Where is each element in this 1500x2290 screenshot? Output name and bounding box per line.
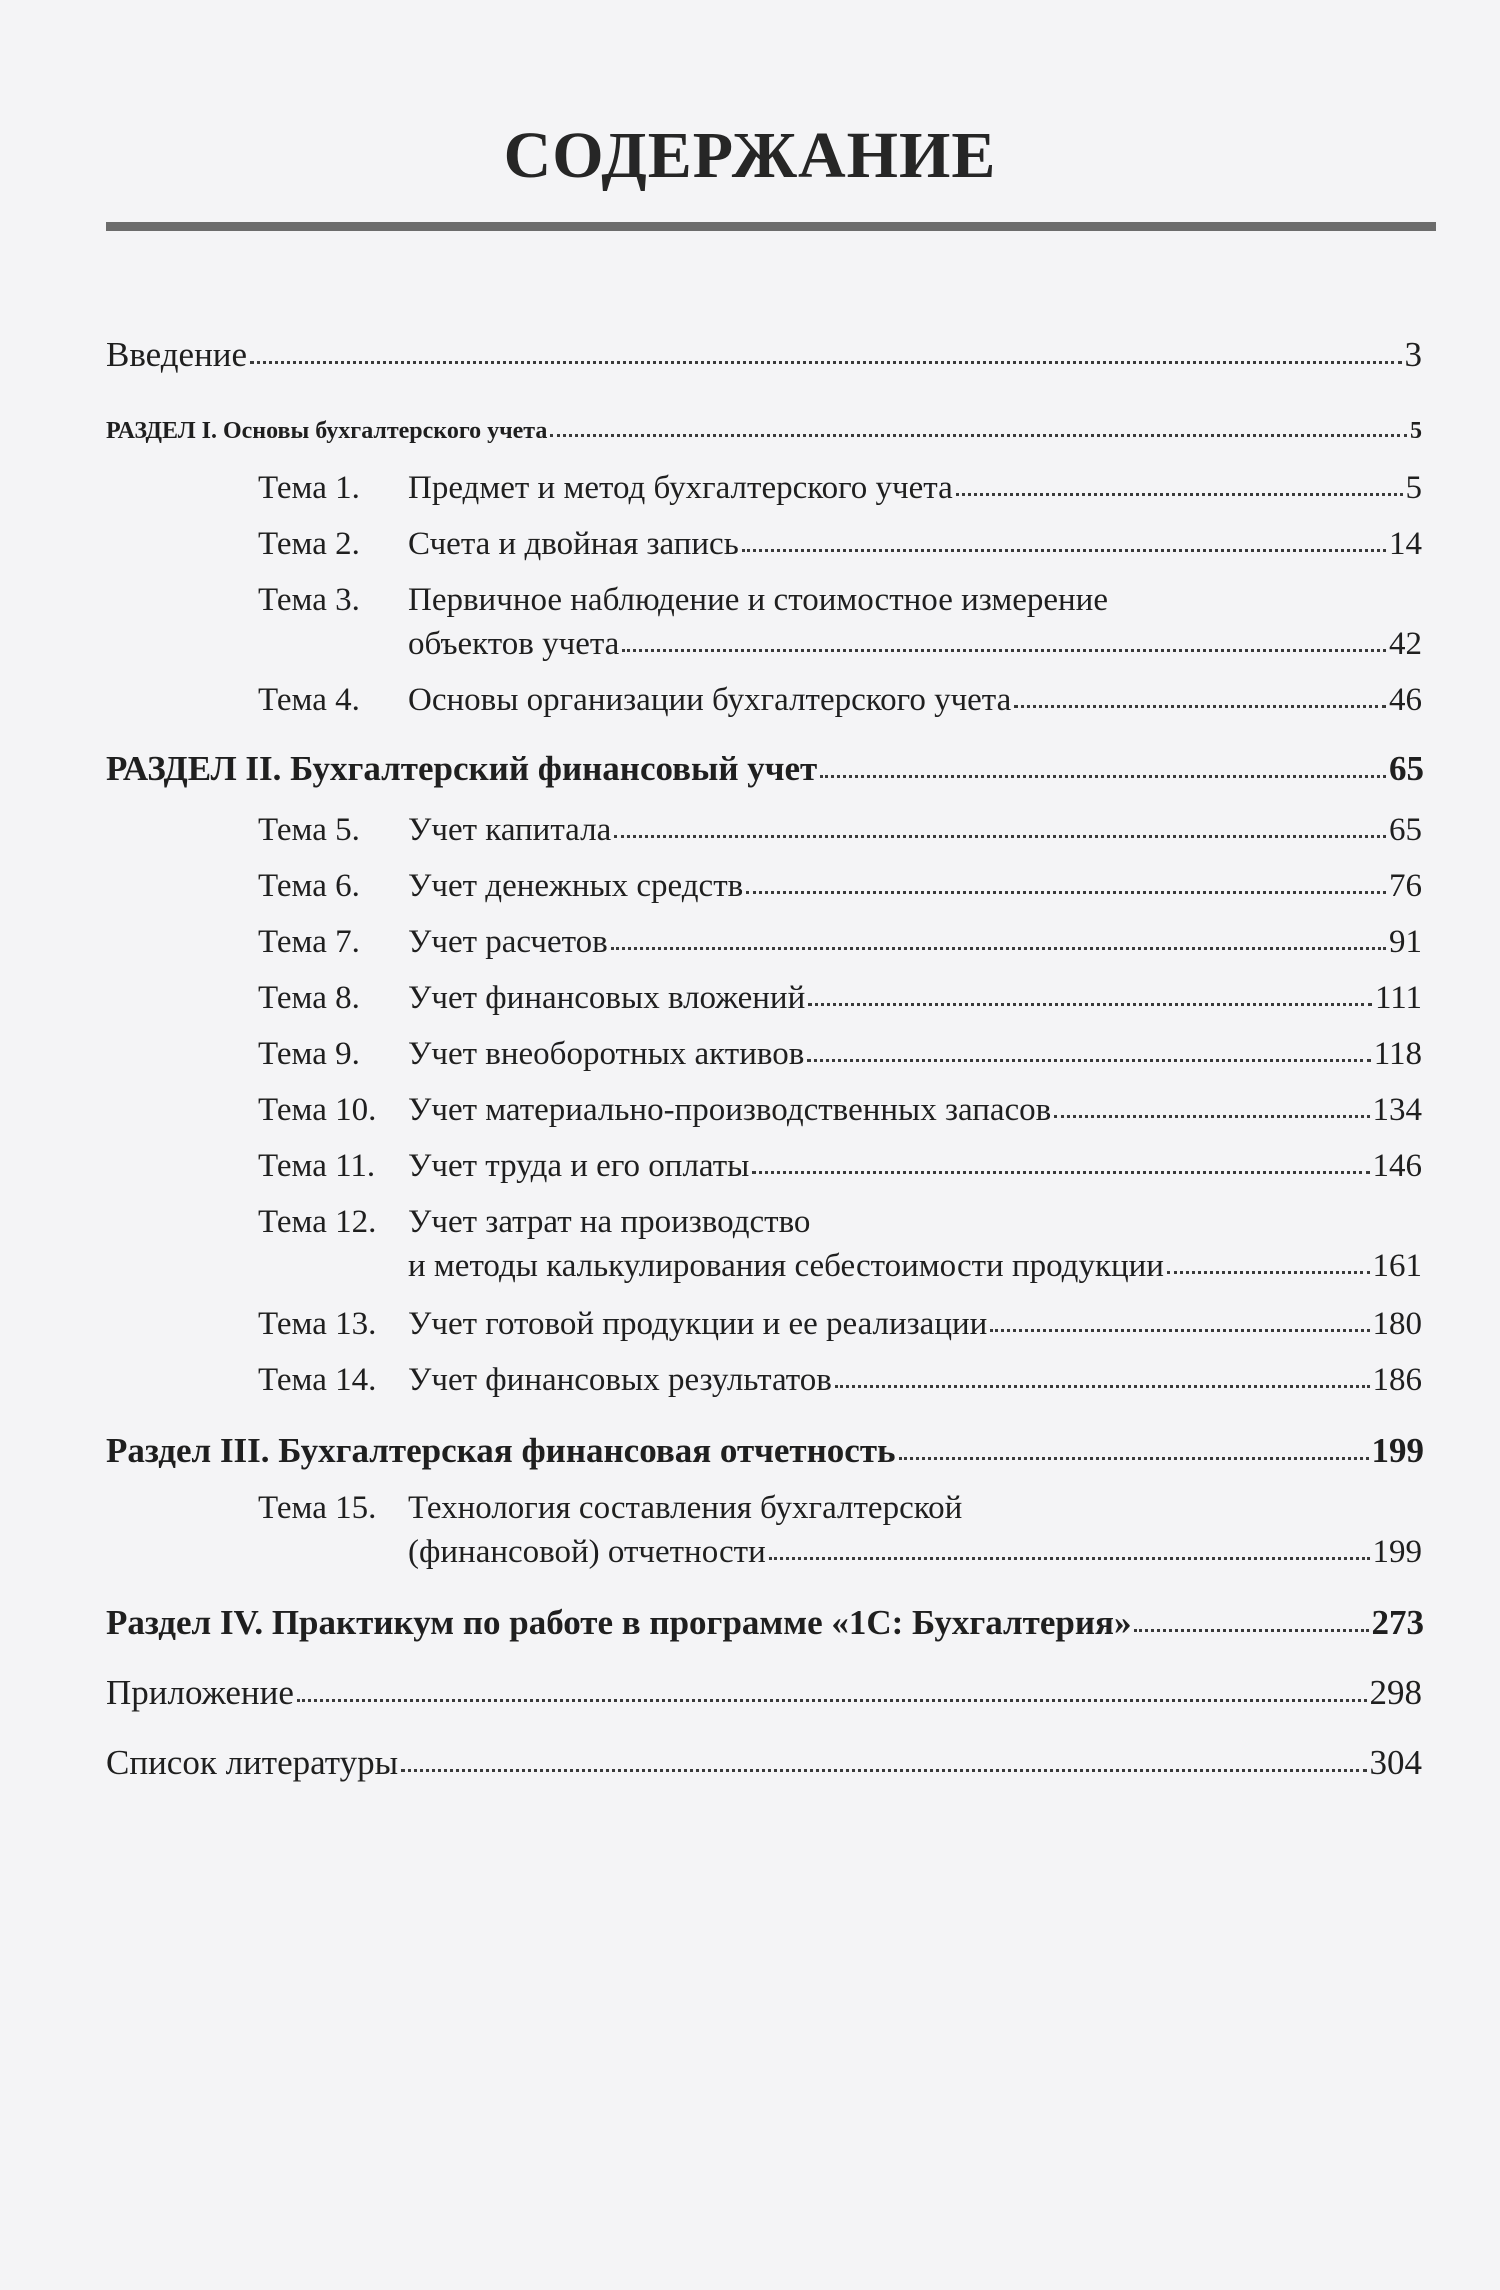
toc-page-number: 111 xyxy=(1374,980,1422,1016)
topic-text: Учет затрат на производство xyxy=(408,1204,811,1240)
dot-leader xyxy=(899,1449,1369,1461)
toc-page-number: 199 xyxy=(1372,1534,1422,1570)
toc-topic-3[interactable] xyxy=(258,582,1422,618)
dot-leader xyxy=(1134,1621,1368,1633)
toc-page-number: 42 xyxy=(1389,626,1422,662)
topic-number: Тема 12. xyxy=(258,1204,377,1240)
dot-leader xyxy=(1054,1107,1369,1118)
toc-page-number: 76 xyxy=(1389,868,1422,904)
topic-number: Тема 10. xyxy=(258,1092,377,1128)
topic-number: Тема 4. xyxy=(258,682,360,718)
toc-topic-12-continued[interactable] xyxy=(408,1248,1422,1284)
toc-page-number: 146 xyxy=(1372,1148,1422,1184)
topic-text: Учет капитала xyxy=(408,812,612,848)
dot-leader xyxy=(611,939,1386,950)
page-title: СОДЕРЖАНИЕ xyxy=(503,119,997,192)
dot-leader xyxy=(807,1051,1370,1062)
topic-number: Тема 15. xyxy=(258,1490,377,1526)
toc-page-number: 199 xyxy=(1371,1431,1424,1470)
toc-page-number: 273 xyxy=(1371,1603,1424,1642)
toc-topic-14[interactable] xyxy=(258,1362,1422,1398)
topic-text: Первичное наблюдение и стоимостное измерение xyxy=(408,582,1108,618)
topic-number: Тема 9. xyxy=(258,1036,360,1072)
toc-page-number: 3 xyxy=(1404,335,1422,374)
toc-page-number: 180 xyxy=(1372,1306,1422,1342)
topic-text: Технология составления бухгалтерской xyxy=(408,1490,963,1526)
dot-leader xyxy=(820,767,1386,779)
topic-text-continued: объектов учета xyxy=(408,626,620,662)
dot-leader xyxy=(956,485,1403,496)
toc-entry-appendix[interactable] xyxy=(106,1674,1422,1713)
toc-section-text: РАЗДЕЛ II. Бухгалтерский финансовый учет xyxy=(106,749,818,788)
toc-page-number: 5 xyxy=(1405,470,1422,506)
topic-text-continued: и методы калькулирования себестоимости продукции xyxy=(408,1248,1164,1284)
toc-topic-15-continued[interactable] xyxy=(408,1534,1422,1570)
topic-number: Тема 3. xyxy=(258,582,360,618)
topic-text: Учет расчетов xyxy=(408,924,608,960)
toc-topic-2[interactable] xyxy=(258,526,1422,562)
dot-leader xyxy=(808,995,1372,1006)
topic-number: Тема 8. xyxy=(258,980,360,1016)
toc-topic-6[interactable] xyxy=(258,868,1422,904)
topic-text: Счета и двойная запись xyxy=(408,526,739,562)
toc-section-2[interactable] xyxy=(106,750,1424,789)
dot-leader xyxy=(835,1377,1370,1388)
topic-text: Учет материально-производственных запасов xyxy=(408,1092,1052,1128)
toc-section-text: Раздел III. Бухгалтерская финансовая отчетность xyxy=(106,1431,896,1470)
toc-page-number: 186 xyxy=(1372,1362,1422,1398)
toc-topic-3-continued[interactable] xyxy=(408,626,1422,662)
topic-number: Тема 11. xyxy=(258,1148,376,1184)
topic-number: Тема 1. xyxy=(258,470,360,506)
toc-topic-13[interactable] xyxy=(258,1306,1422,1342)
toc-section-3[interactable] xyxy=(106,1432,1424,1471)
toc-entry-intro[interactable] xyxy=(106,336,1422,375)
dot-leader xyxy=(622,641,1386,652)
toc-topic-8[interactable] xyxy=(258,980,1422,1016)
toc-topic-11[interactable] xyxy=(258,1148,1422,1184)
dot-leader xyxy=(746,883,1386,894)
dot-leader xyxy=(990,1321,1369,1332)
toc-topic-4[interactable] xyxy=(258,682,1422,718)
dot-leader xyxy=(742,541,1386,552)
toc-entry-text: Введение xyxy=(106,335,248,374)
dot-leader xyxy=(401,1761,1366,1773)
toc-section-1[interactable] xyxy=(106,418,1422,444)
toc-page-number: 91 xyxy=(1389,924,1422,960)
toc-topic-12[interactable] xyxy=(258,1204,1422,1240)
toc-entry-text: Список литературы xyxy=(106,1743,399,1782)
topic-text: Учет внеоборотных активов xyxy=(408,1036,805,1072)
dot-leader xyxy=(769,1549,1370,1560)
dot-leader xyxy=(752,1163,1369,1174)
topic-text-continued: (финансовой) отчетности xyxy=(408,1534,766,1570)
topic-text: Учет финансовых вложений xyxy=(408,980,806,1016)
dot-leader xyxy=(250,353,1401,365)
topic-number: Тема 6. xyxy=(258,868,360,904)
topic-number: Тема 14. xyxy=(258,1362,377,1398)
topic-text: Основы организации бухгалтерского учета xyxy=(408,682,1012,718)
dot-leader xyxy=(1014,697,1386,708)
topic-text: Учет готовой продукции и ее реализации xyxy=(408,1306,988,1342)
toc-page-number: 46 xyxy=(1389,682,1422,718)
dot-leader xyxy=(1167,1263,1370,1274)
toc-page-number: 161 xyxy=(1372,1248,1422,1284)
toc-page-number: 14 xyxy=(1389,526,1422,562)
toc-section-4[interactable] xyxy=(106,1604,1424,1643)
dot-leader xyxy=(297,1691,1367,1703)
toc-page-number: 304 xyxy=(1369,1743,1422,1782)
dot-leader xyxy=(550,428,1407,437)
toc-section-text: Раздел IV. Практикум по работе в программе «1С: Бухгалтерия» xyxy=(106,1603,1132,1642)
toc-topic-9[interactable] xyxy=(258,1036,1422,1072)
topic-number: Тема 2. xyxy=(258,526,360,562)
toc-page-number: 298 xyxy=(1369,1673,1422,1712)
toc-topic-5[interactable] xyxy=(258,812,1422,848)
toc-page-number: 134 xyxy=(1372,1092,1422,1128)
toc-section-text: РАЗДЕЛ I. Основы бухгалтерского учета xyxy=(106,418,548,444)
toc-topic-10[interactable] xyxy=(258,1092,1422,1128)
topic-text: Учет труда и его оплаты xyxy=(408,1148,750,1184)
dot-leader xyxy=(614,827,1386,838)
topic-number: Тема 13. xyxy=(258,1306,377,1342)
topic-number: Тема 5. xyxy=(258,812,360,848)
toc-page-number: 5 xyxy=(1410,418,1422,444)
toc-entry-references[interactable] xyxy=(106,1744,1422,1783)
topic-text: Учет финансовых результатов xyxy=(408,1362,832,1398)
toc-page-number: 65 xyxy=(1389,749,1424,788)
topic-number: Тема 7. xyxy=(258,924,360,960)
toc-page-number: 118 xyxy=(1373,1036,1422,1072)
toc-topic-15[interactable] xyxy=(258,1490,1422,1526)
topic-text: Предмет и метод бухгалтерского учета xyxy=(408,470,953,506)
toc-topic-1[interactable] xyxy=(258,470,1422,506)
toc-page-number: 65 xyxy=(1389,812,1422,848)
toc-entry-text: Приложение xyxy=(106,1673,294,1712)
topic-text: Учет денежных средств xyxy=(408,868,744,904)
toc-topic-7[interactable] xyxy=(258,924,1422,960)
